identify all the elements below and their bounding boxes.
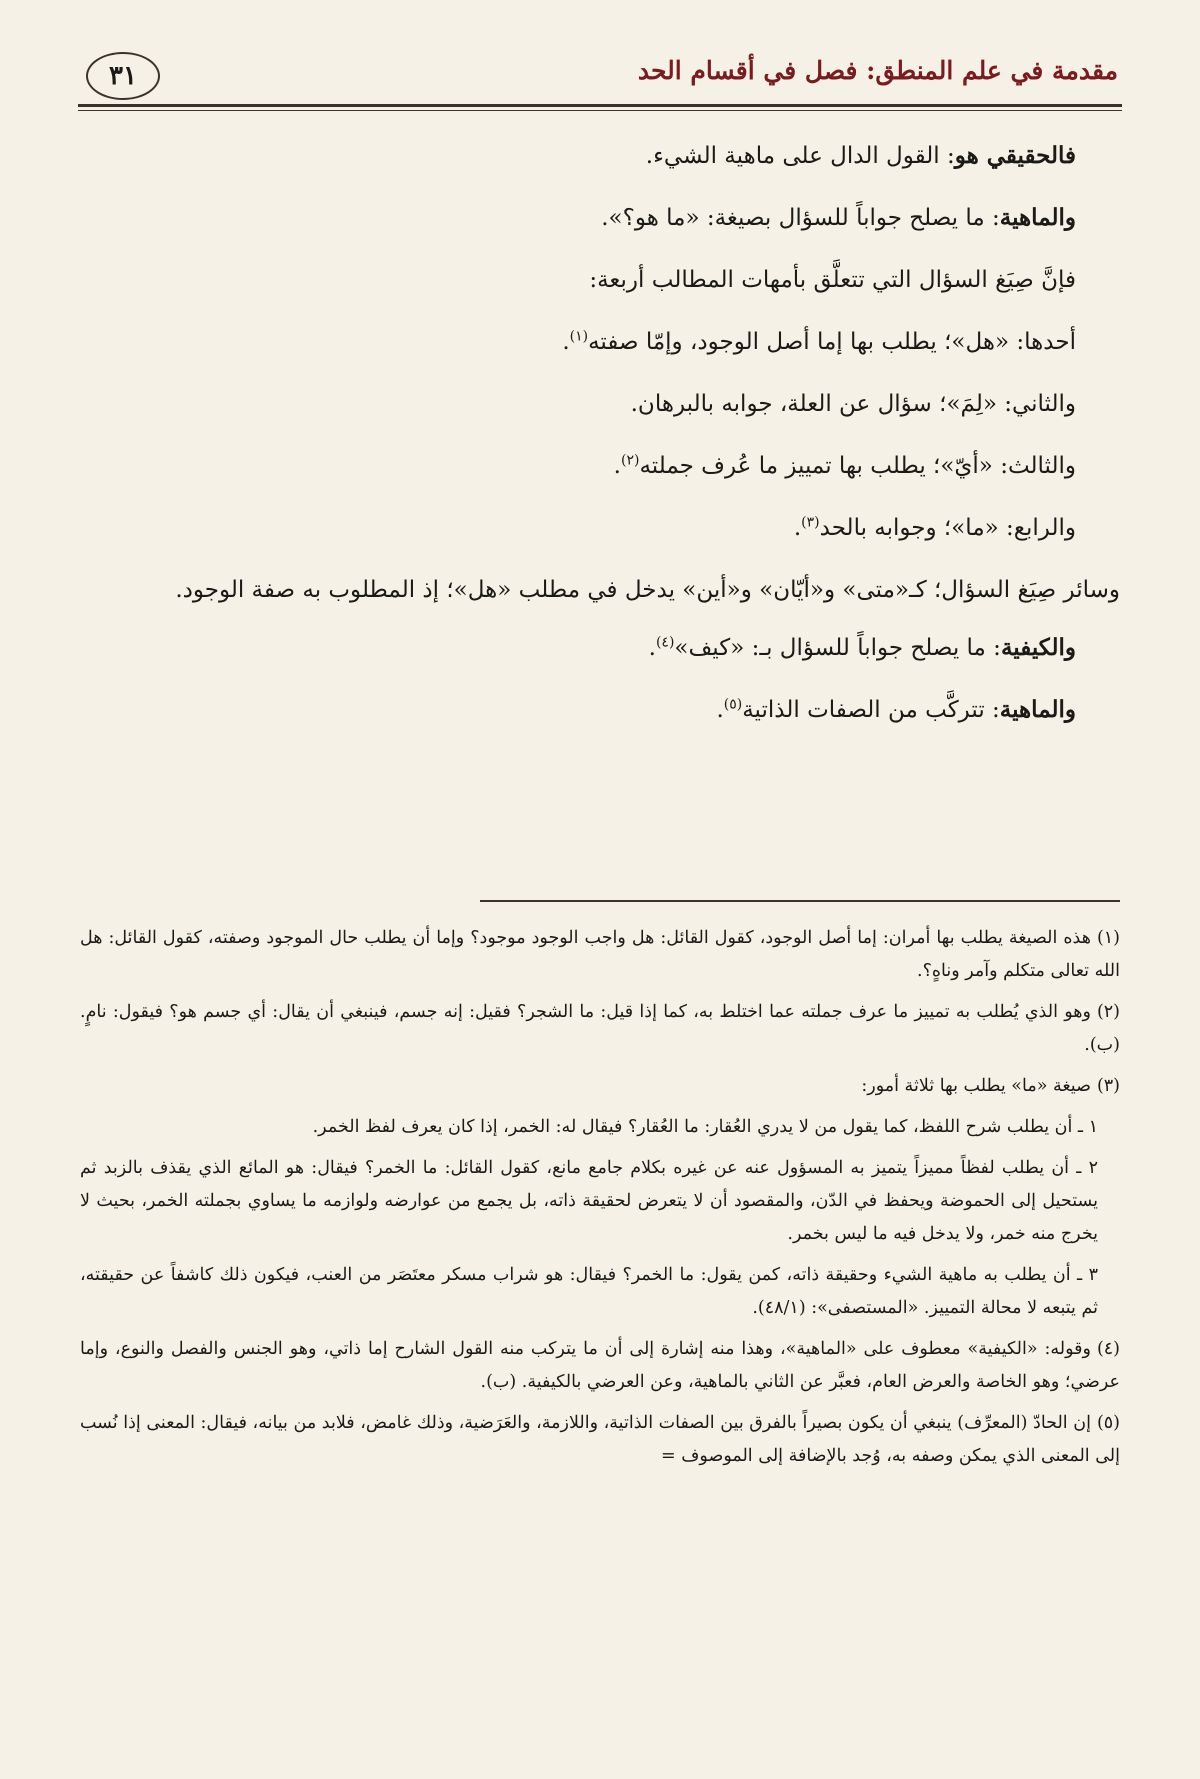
- footnote-2: [80, 996, 1120, 1062]
- footnote-text: هذه الصيغة يطلب بها أمران: إما أصل الوجود، كقول القائل: هل واجب الوجود موجود؟ وإما أن يطلب حال الموجود وصفته، كقول القائل: هل الله تعالى متكلم وآمر وناهٍ؟.: [80, 928, 1120, 981]
- page-number-badge: ٣١: [86, 52, 160, 100]
- header-divider: [78, 104, 1122, 107]
- footnotes-section: [80, 922, 1120, 1481]
- paragraph: [80, 574, 1120, 606]
- paragraph: والرابع: «ما»؛ وجوابه بالحد$^{(٣)}$.: [793, 514, 1076, 541]
- paragraph: [80, 140, 1120, 172]
- footnote-3-item-2: ٢ ـ أن يطلب لفظاً مميزاً يتميز به المسؤول عنه عن غيره بكلام جامع مانع، كقول القائل: ما الخمر؟ فيقال: هو المائع الذي يقذف بالزبد ثم يستحيل إلى الحموضة ويحفظ في الدّن، والمقصود أن لا يتعرض لحقيقة ذاته، بل يجمع من عوارضه ولوازمه ما يساوي بجملته الخمر، بحيث لا يخرج منه خمر، ولا يدخل فيه ما ليس بخمر.: [80, 1158, 1098, 1244]
- paragraph: [80, 388, 1120, 420]
- term-heading: والماهية: [999, 204, 1076, 231]
- paragraph-text: أحدها: «هل»؛ يطلب بها إما أصل الوجود، وإمّا صفته: [588, 329, 1076, 355]
- footnote-number: (٢): [1096, 1002, 1120, 1022]
- term-heading: والماهية: [999, 696, 1076, 723]
- footnote-4: [80, 1333, 1120, 1399]
- paragraph: والماهية: تتركَّب من الصفات الذاتية$^{(٥)}$.: [716, 696, 1076, 723]
- term-heading: فالحقيقي هو: [954, 142, 1076, 169]
- paragraph: [80, 264, 1120, 296]
- paragraph: والكيفية: ما يصلح جواباً للسؤال بـ: «كيف»$^{(٤)}$.: [648, 634, 1076, 661]
- footnote-ref[interactable]: (٥): [723, 696, 743, 713]
- paragraph-text: والثاني: «لِمَ»؛ سؤال عن العلة، جوابه بالبرهان.: [630, 391, 1076, 417]
- paragraph: والثالث: «أيّ»؛ يطلب بها تمييز ما عُرف جملته$^{(٢)}$.: [613, 452, 1076, 479]
- paragraph-text: فإنَّ صِيَغ السؤال التي تتعلَّق بأمهات المطالب أربعة:: [589, 267, 1076, 293]
- footnote-text: وهو الذي يُطلب به تمييز ما عرف جملته عما اختلط به، كما إذا قيل: ما الشجر؟ فقيل: إنه جسم، فينبغي أن يقال: أي جسم هو؟ فيقول: نامٍ. (ب).: [80, 1002, 1120, 1055]
- footnote-ref[interactable]: (١): [569, 328, 589, 345]
- footnote-text: صيغة «ما» يطلب بها ثلاثة أمور:: [861, 1076, 1091, 1096]
- paragraph-text: وسائر صِيَغ السؤال؛ كـ«متى» و«أيّان» و«أين» يدخل في مطلب «هل»؛ إذ المطلوب به صفة الوجود.: [175, 577, 1120, 603]
- running-title: مقدمة في علم المنطق: فصل في أقسام الحد: [637, 56, 1118, 85]
- page-header: [78, 52, 1122, 114]
- paragraph: أحدها: «هل»؛ يطلب بها إما أصل الوجود، وإمّا صفته$^{(١)}$.: [562, 328, 1076, 355]
- footnote-3-item-3: ٣ ـ أن يطلب به ماهية الشيء وحقيقة ذاته، كمن يقول: ما الخمر؟ فيقال: هو شراب مسكر معتَصَر من العنب، فيكون ذلك كاشفاً عن حقيقته، ثم يتبعه لا محالة التمييز. «المستصفى»: (٤٨/١).: [80, 1265, 1098, 1318]
- paragraph-text: والرابع: «ما»؛ وجوابه بالحد: [819, 515, 1076, 541]
- paragraph-text: : تتركَّب من الصفات الذاتية: [742, 697, 1000, 723]
- footnote-number: (٤): [1096, 1339, 1120, 1359]
- term-heading: والكيفية: [1000, 634, 1076, 661]
- footnote-separator: [480, 900, 1120, 902]
- footnote-1: [80, 922, 1120, 988]
- footnote-3-item-1: ١ ـ أن يطلب شرح اللفظ، كما يقول من لا يدري العُقار: ما العُقار؟ فيقال له: الخمر، إذا كان يعرف لفظ الخمر.: [312, 1117, 1098, 1137]
- main-text: [80, 140, 1120, 756]
- footnote-text: إن الحادّ (المعرِّف) ينبغي أن يكون بصيراً بالفرق بين الصفات الذاتية، واللازمة، والعَرَضية، وذلك غامض، فلابد من بيانه، فيقال: المعنى إذا نُسب إلى المعنى الذي يمكن وصفه به، وُجد بالإضافة إلى الموصوف =: [80, 1413, 1120, 1466]
- footnote-5: [80, 1407, 1120, 1473]
- footnote-ref[interactable]: (٢): [620, 452, 640, 469]
- paragraph-text: : ما يصلح جواباً للسؤال بـ: «كيف»: [674, 635, 1001, 661]
- paragraph-text: : القول الدال على ماهية الشيء.: [645, 143, 955, 169]
- footnote-ref[interactable]: (٣): [801, 514, 820, 531]
- footnote-ref[interactable]: (٤): [655, 634, 675, 651]
- footnote-3: [80, 1070, 1120, 1103]
- footnote-number: (٣): [1096, 1076, 1120, 1096]
- paragraph-text: والثالث: «أيّ»؛ يطلب بها تمييز ما عُرف جملته: [639, 453, 1076, 479]
- footnote-text: وقوله: «الكيفية» معطوف على «الماهية»، وهذا منه إشارة إلى أن ما يتركب منه القول الشارح إما ذاتي، وهو الجنس والفصل والنوع، وإما عرضي؛ وهو الخاصة والعرض العام، فعبَّر عن الثاني بالماهية، وعن العرضي بالكيفية. (ب).: [80, 1339, 1120, 1392]
- paragraph: [80, 202, 1120, 234]
- paragraph-text: : ما يصلح جواباً للسؤال بصيغة: «ما هو؟».: [601, 205, 1000, 231]
- footnote-number: (٥): [1096, 1413, 1120, 1433]
- footnote-number: (١): [1096, 928, 1120, 948]
